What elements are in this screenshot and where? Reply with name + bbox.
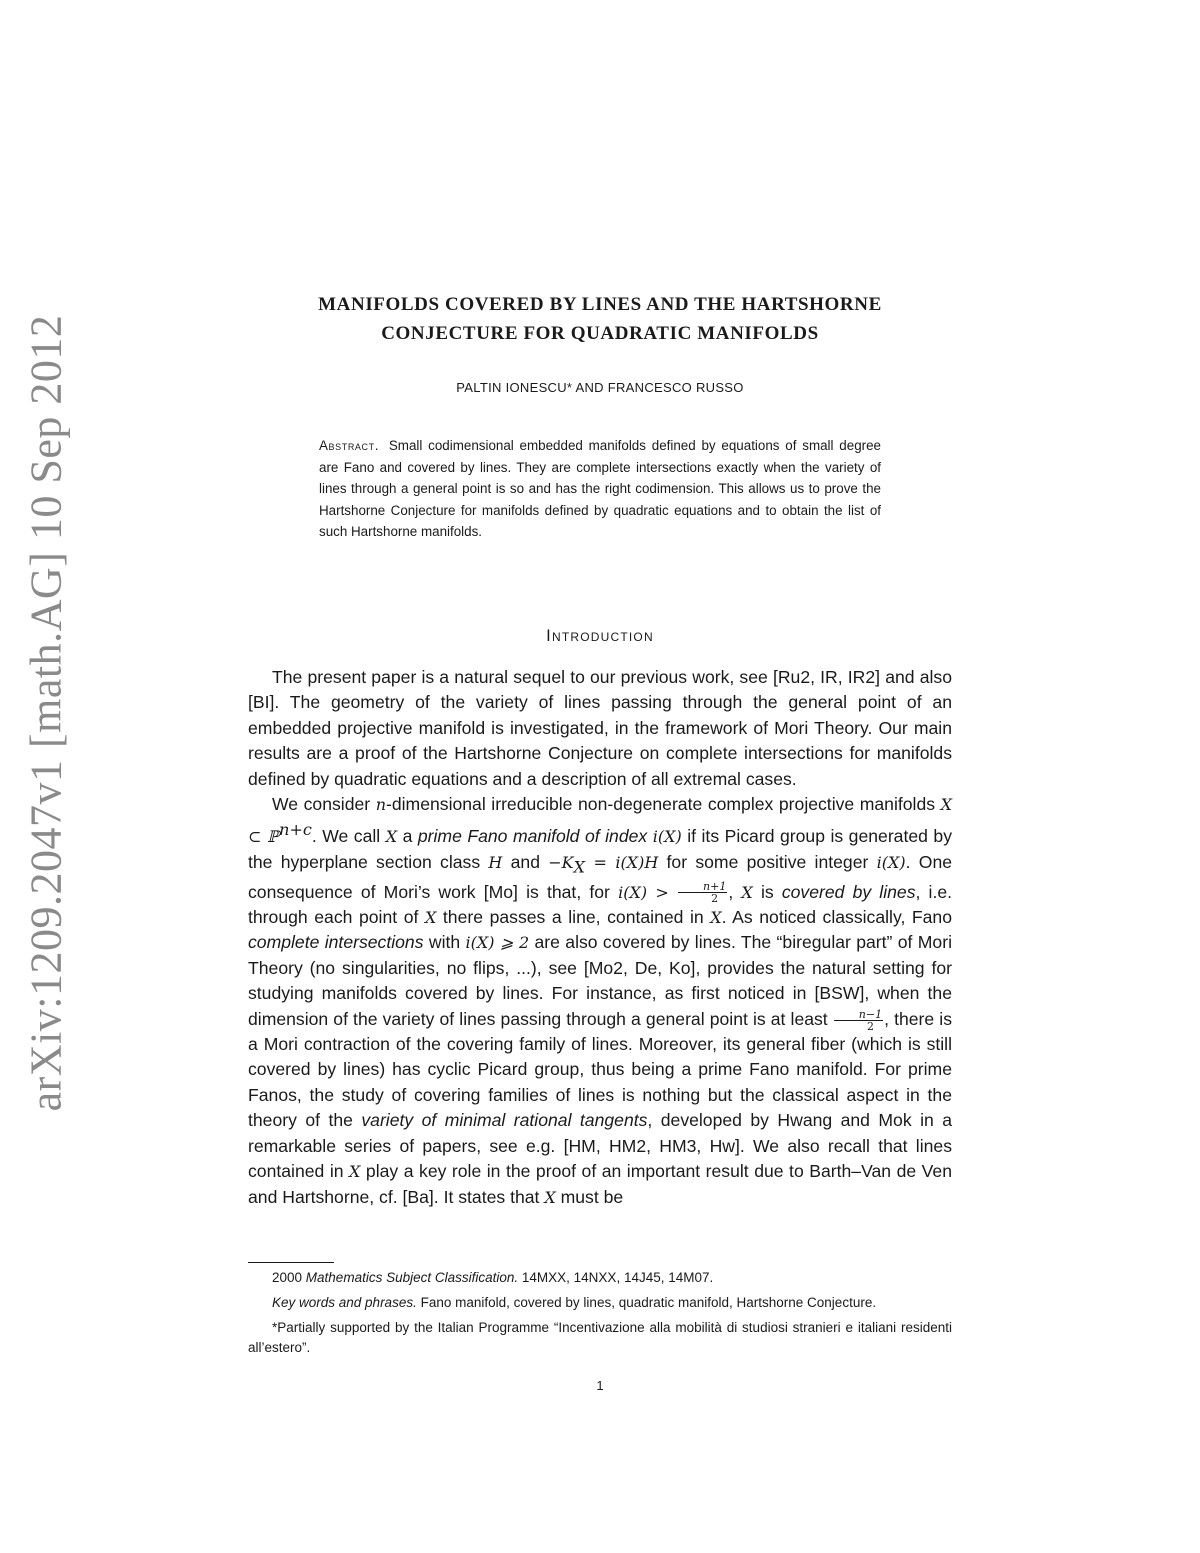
math-var: X <box>424 908 437 928</box>
abstract-text: Small codimensional embedded manifolds defined by equations of small degree are Fano and covered by lines. They are complete intersections exactly when the variety of lines through a general point is so and has the right codimension. This allows us to prove the Hartshorne Conjecture for manifolds defined by quadratic equations and to obtain the list of such Hartshorne manifolds. <box>319 438 881 540</box>
text-run: , <box>728 881 742 902</box>
footnote-keywords <box>248 1293 952 1314</box>
math-expr: i(X) <box>876 852 906 872</box>
fraction-n-plus-1-over-2 <box>678 881 727 904</box>
text-run: if its Picard group is generated by the hyperplane section class <box>248 826 953 872</box>
math-expr: −K <box>548 852 574 872</box>
fraction-numerator: n−1 <box>834 1009 883 1021</box>
math-expr: X ⊂ ℙ <box>248 795 952 847</box>
arxiv-identifier-text: arXiv:1209.2047v1 [math.AG] 10 Sep 2012 <box>21 314 70 1112</box>
emphasis: covered by lines <box>781 881 916 902</box>
text-run: there passes a line, contained in <box>436 907 711 928</box>
footnote-support: *Partially supported by the Italian Programme “Incentivazione alla mobilità di studiosi stranieri e italiani residenti all’estero”. <box>248 1319 952 1356</box>
footnote-divider <box>248 1262 334 1263</box>
math-var: X <box>349 1162 361 1182</box>
math-expr: i(X) ⩾ 2 <box>465 933 530 953</box>
introduction-body <box>248 665 952 1210</box>
math-subscript: X <box>573 857 585 877</box>
page-number: 1 <box>596 1378 604 1393</box>
math-var: X <box>741 882 753 902</box>
emphasis: variety of minimal rational tangents <box>361 1110 648 1131</box>
fraction-denominator: 2 <box>866 1019 874 1033</box>
fraction-denominator: 2 <box>711 892 719 906</box>
math-var: n <box>375 795 386 815</box>
arxiv-identifier-stamp <box>18 314 73 1112</box>
text-run: . As noticed classically, Fano <box>721 907 953 928</box>
abstract <box>319 435 881 543</box>
text-run: . One consequence of Mori’s work [Mo] is that, for <box>248 851 953 902</box>
text-run: . We call <box>311 826 386 847</box>
emphasis: complete intersections <box>248 932 424 953</box>
paper-title <box>248 290 952 348</box>
fraction-numerator: n+1 <box>678 881 727 893</box>
paragraph-2 <box>248 792 952 1210</box>
footnote-msc <box>248 1268 952 1289</box>
text-run: are also covered by lines. The “biregular part” of Mori Theory (no singularities, no flips, ...), see [Mo2, De, Ko], provides the natural setting for studying manifolds covered by lines. For instance, as first noticed in [BSW], when the dimension of the variety of lines passing through a general point is at least <box>248 932 952 1029</box>
text-run: , there is a Mori contraction of the covering family of lines. Moreover, its general fiber (which is still covered by lines) has cyclic Picard group, thus being a prime Fano manifold. For prime Fanos, the study of covering families of lines is nothing but the classical aspect in the theory of the <box>248 1008 952 1131</box>
math-var: X <box>544 1187 556 1207</box>
text-run: -dimensional irreducible non-degenerate complex projective manifolds <box>386 794 941 815</box>
msc-label: Mathematics Subject Classification. <box>305 1270 519 1285</box>
math-superscript: n+c <box>279 820 312 840</box>
paragraph-1: The present paper is a natural sequel to our previous work, see [Ru2, IR, IR2] and also [BI]. The geometry of the variety of lines passing through the general point of an embedded projective manifold is investigated, in the framework of Mori Theory. Our main results are a proof of the Hartshorne Conjecture on complete intersections for manifolds defined by quadratic equations and a description of all extremal cases. <box>248 667 952 789</box>
text-run: a <box>397 826 418 847</box>
text-run: must be <box>555 1186 624 1207</box>
text-run: , i.e. through each point of <box>248 881 953 928</box>
text-run: We consider <box>272 794 376 815</box>
author-list: PALTIN IONESCU* AND FRANCESCO RUSSO <box>456 380 744 395</box>
math-expr: i(X) <box>652 827 682 847</box>
abstract-label: Abstract. <box>319 438 380 453</box>
math-var: X <box>710 908 722 928</box>
keywords-label: Key words and phrases. <box>272 1294 417 1310</box>
text-run: , developed by Hwang and Mok in a remarkable series of papers, see e.g. [HM, HM2, HM3, Hw]. We also recall that lines contained in <box>248 1110 952 1182</box>
section-heading-introduction: Introduction <box>546 627 654 645</box>
msc-year: 2000 <box>272 1270 306 1285</box>
text-run: for some positive integer <box>658 851 877 872</box>
text-run: play a key role in the proof of an important result due to Barth–Van de Ven and Hartshorne, cf. [Ba]. It states that <box>248 1161 953 1207</box>
math-expr: = i(X)H <box>585 852 659 872</box>
keywords-text: Fano manifold, covered by lines, quadratic manifold, Hartshorne Conjecture. <box>416 1294 877 1310</box>
text-run: is <box>752 881 782 902</box>
fraction-n-minus-1-over-2 <box>834 1009 883 1032</box>
text-run: with <box>423 932 466 953</box>
emphasis: prime Fano manifold of index <box>417 826 653 847</box>
math-var: H <box>488 852 503 872</box>
text-run: and <box>502 851 549 872</box>
msc-codes: 14MXX, 14NXX, 14J45, 14M07. <box>518 1270 714 1285</box>
footnotes <box>248 1268 952 1363</box>
math-var: X <box>385 827 398 847</box>
title-line-1: MANIFOLDS COVERED BY LINES AND THE HARTSHORNE <box>318 294 882 315</box>
math-expr: i(X) > <box>618 882 669 902</box>
title-line-2: CONJECTURE FOR QUADRATIC MANIFOLDS <box>381 323 819 344</box>
